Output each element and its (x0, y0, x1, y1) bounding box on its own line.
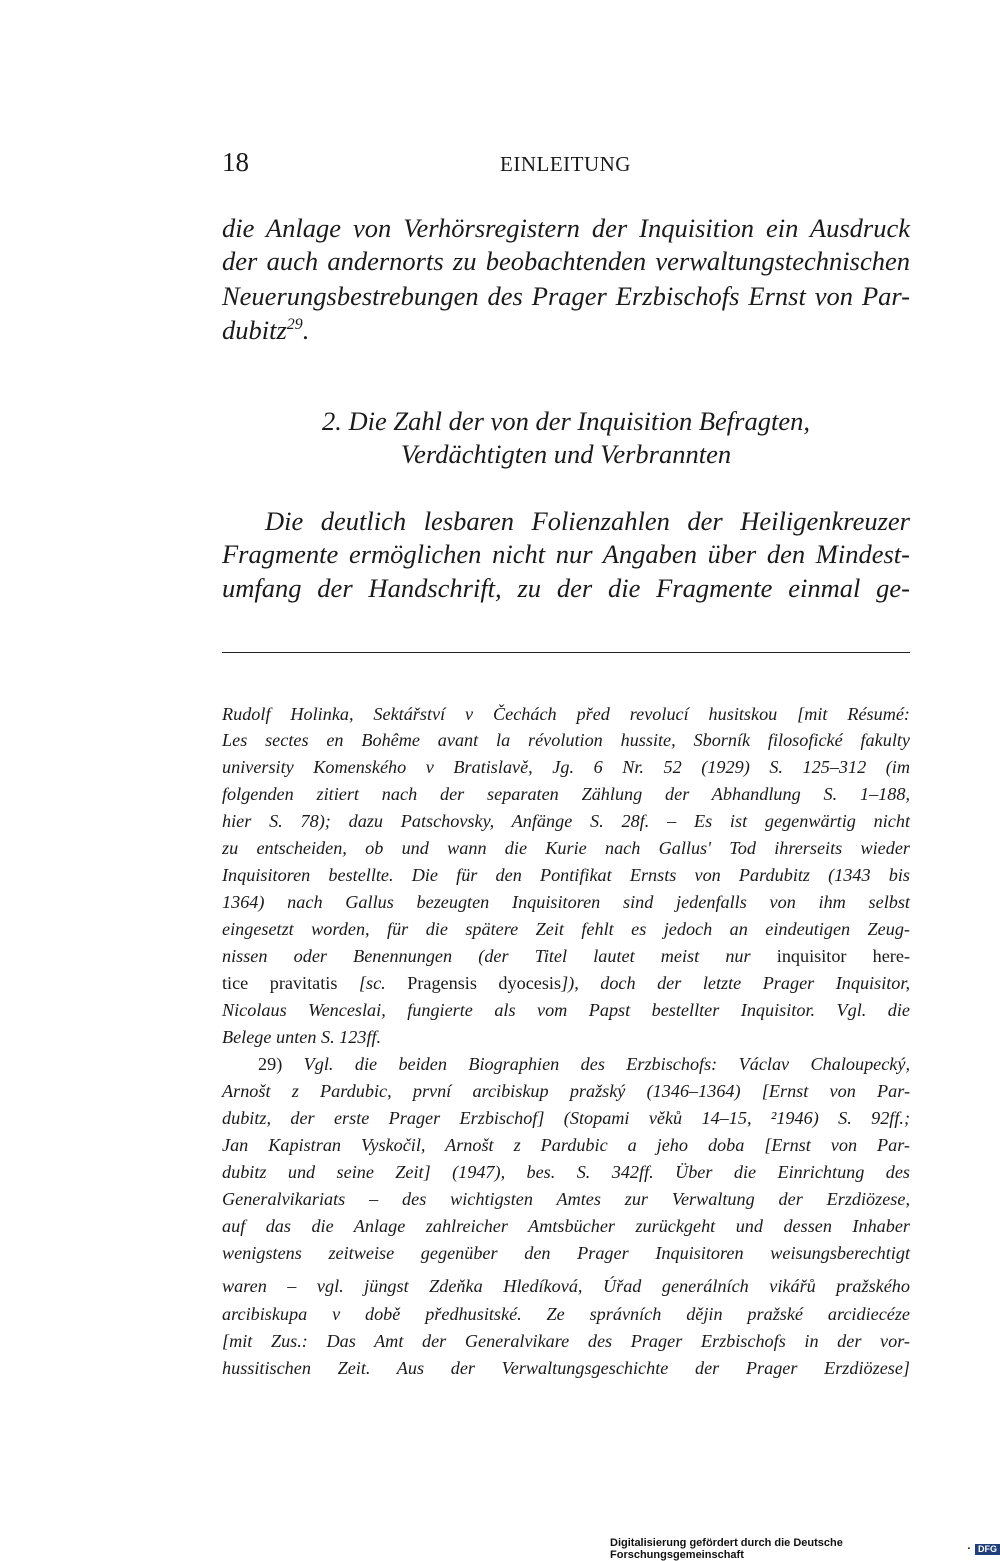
footnote-line: 1364) nach Gallus bezeugten Inquisitoren sind jedenfalls von ihm selbst (222, 892, 910, 912)
paragraph-line: umfang der Handschrift, zu der die Fragmente einmal ge- (222, 573, 910, 603)
main-text-line: Neuerungsbestrebungen des Prager Erzbischofs Ernst von Par- (222, 281, 910, 311)
paragraph-line: Die deutlich lesbaren Folienzahlen der Heiligenkreuzer (265, 506, 910, 536)
footnote-line: arcibiskupa v době předhusitské. Ze správních dějin pražské arcidiecéze (222, 1304, 910, 1324)
credit-text: Digitalisierung gefördert durch die Deutsche Forschungsgemeinschaft (610, 1537, 843, 1561)
footnote-line: Generalvikariats – des wichtigsten Amtes zur Verwaltung der Erzdiözese, (222, 1189, 910, 1209)
footnote-quote: Pragensis dyocesis (407, 973, 562, 993)
main-text-punct: . (302, 315, 310, 345)
footnote-line: university Komenského v Bratislavě, Jg. 6 Nr. 52 (1929) S. 125–312 (im (222, 757, 910, 777)
dfg-logo[interactable]: DFG (975, 1544, 1000, 1555)
footnote-text: nissen oder Benennungen (der Titel lautet meist nur (222, 946, 751, 966)
main-text-line: die Anlage von Verhörsregistern der Inquisition ein Ausdruck (222, 213, 910, 243)
footnote-line: Les sectes en Bohême avant la révolution hussite, Sborník filosofické fakulty (222, 730, 910, 750)
footnote-reference[interactable]: 29 (286, 316, 303, 334)
footnote-line: Belege unten S. 123ff. (222, 1027, 382, 1047)
footnote-text: [sc. (358, 973, 386, 993)
credit-separator: · (967, 1543, 971, 1555)
footnote-line: Inquisitoren bestellte. Die für den Pontifikat Ernsts von Pardubitz (1343 bis (222, 865, 910, 885)
footnote-line: Arnošt z Pardubic, první arcibiskup pražský (1346–1364) [Ernst von Par- (222, 1081, 910, 1101)
footnote-line: wenigstens zeitweise gegenüber den Prager Inquisitoren weisungsberechtigt (222, 1243, 910, 1263)
paragraph-line: Fragmente ermöglichen nicht nur Angaben über den Mindest- (222, 539, 910, 569)
running-head: EINLEITUNG (500, 152, 631, 176)
section-heading-line: 2. Die Zahl der von der Inquisition Befragten, (322, 406, 810, 436)
footnote-line: dubitz und seine Zeit] (1947), bes. S. 342ff. Über die Einrichtung des (222, 1162, 910, 1182)
footnote-text: Vgl. die beiden Biographien des Erzbischofs: Václav Chaloupecký, (303, 1054, 911, 1074)
footnote-line (222, 943, 910, 969)
footnote-line (258, 1051, 910, 1077)
footnote-line: Jan Kapistran Vyskočil, Arnošt z Pardubic a jeho doba [Ernst von Par- (222, 1135, 910, 1155)
footnote-line: hussitischen Zeit. Aus der Verwaltungsgeschichte der Prager Erzdiözese] (222, 1358, 910, 1378)
footnote-text: ]), doch der letzte Prager Inquisitor, (561, 973, 910, 993)
footnote-line (222, 970, 910, 996)
page-number: 18 (222, 147, 249, 177)
footnote-line: Nicolaus Wenceslai, fungierte als vom Papst bestellter Inquisitor. Vgl. die (222, 1000, 910, 1020)
footnote-line: folgenden zitiert nach der separaten Zählung der Abhandlung S. 1–188, (222, 784, 910, 804)
footnote-rule (222, 652, 910, 653)
footnote-number: 29) (258, 1054, 283, 1074)
main-text-line: der auch andernorts zu beobachtenden verwaltungstechnischen (222, 246, 910, 276)
footnote-line: zu entscheiden, ob und wann die Kurie nach Gallus' Tod ihrerseits wieder (222, 838, 910, 858)
section-heading-line: Verdächtigten und Verbrannten (400, 439, 732, 469)
footnote-line: hier S. 78); dazu Patschovsky, Anfänge S. 28f. – Es ist gegenwärtig nicht (222, 811, 910, 831)
footnote-line: Rudolf Holinka, Sektářství v Čechách před revolucí husitskou [mit Résumé: (222, 704, 910, 724)
footnote-line: eingesetzt worden, für die spätere Zeit fehlt es jedoch an eindeutigen Zeug- (222, 919, 910, 939)
footnote-line: dubitz, der erste Prager Erzbischof] (Stopami věků 14–15, ²1946) S. 92ff.; (222, 1108, 910, 1128)
main-text-line (222, 314, 910, 346)
footnote-quote: tice pravitatis (222, 973, 338, 993)
footnote-quote: inquisitor here- (776, 946, 910, 966)
footnote-line: [mit Zus.: Das Amt der Generalvikare des Prager Erzbischofs in der vor- (222, 1331, 910, 1351)
footnote-line: auf das die Anlage zahlreicher Amtsbücher zurückgeht und dessen Inhaber (222, 1216, 910, 1236)
footnote-line: waren – vgl. jüngst Zdeňka Hledíková, Úřad generálních vikářů pražského (222, 1276, 910, 1296)
main-text-word: dubitz (222, 315, 287, 345)
digitization-credit (610, 1537, 1000, 1561)
